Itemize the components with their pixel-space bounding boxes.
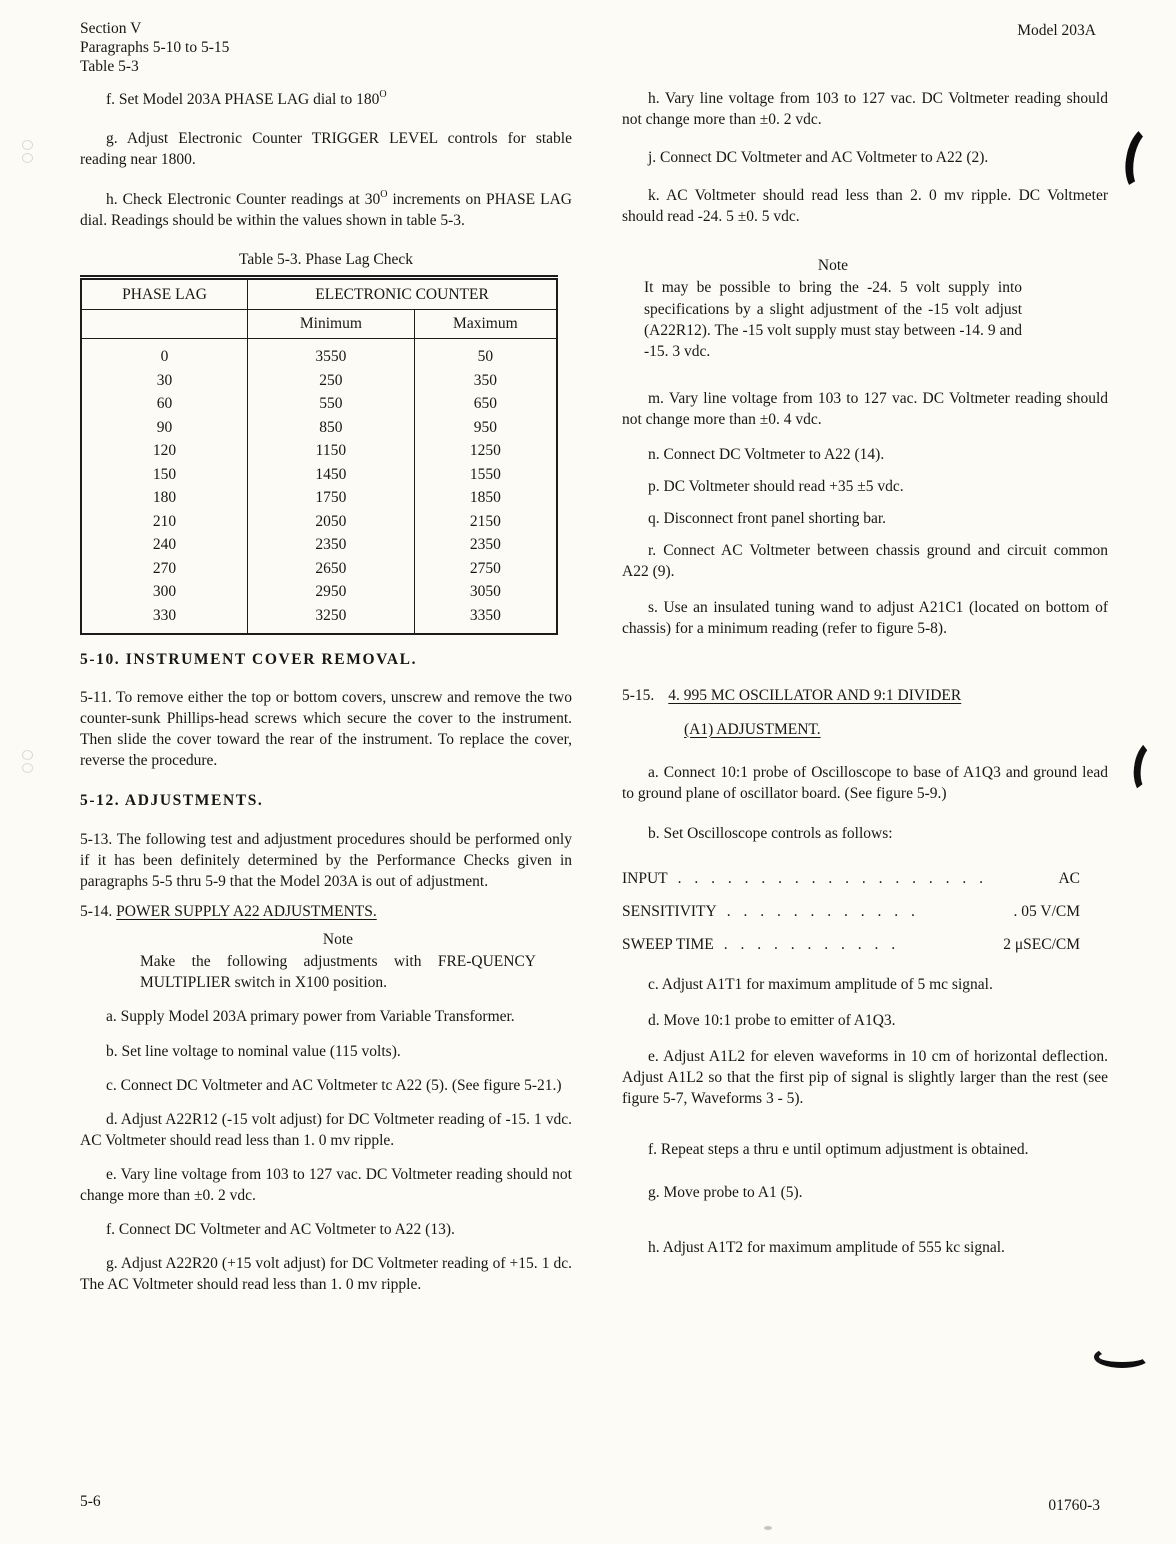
cell-phase: 30	[81, 369, 248, 393]
dot-leader: . . . . . . . . . . . .	[726, 902, 915, 920]
page-header-left	[80, 20, 229, 77]
cell-max: 3350	[469, 606, 501, 624]
cell-phase: 90	[81, 416, 248, 440]
cell-max: 2150	[469, 512, 501, 530]
cell-phase: 120	[81, 439, 248, 463]
table-row	[81, 439, 557, 463]
step-h3: h. Adjust A1T2 for maximum amplitude of 555 kc signal.	[648, 1238, 1005, 1256]
step-b: b. Set line voltage to nominal value (115 volts).	[106, 1042, 401, 1060]
cell-phase: 180	[81, 486, 248, 510]
step-c2: c. Adjust A1T1 for maximum amplitude of 5 mc signal.	[648, 976, 993, 994]
setting-label: SWEEP TIME	[622, 936, 714, 954]
scan-artifact-right-top	[1120, 123, 1169, 197]
step-m: m. Vary line voltage from 103 to 127 vac. DC Voltmeter reading should not change more than ±0. 4 vdc.	[622, 389, 1108, 428]
scope-setting-sensitivity	[622, 901, 1080, 922]
cell-phase: 300	[81, 580, 248, 604]
step-f	[80, 88, 572, 110]
cell-phase: 210	[81, 510, 248, 534]
heading-5-12: 5-12. ADJUSTMENTS.	[80, 791, 264, 809]
step-f3: f. Repeat steps a thru e until optimum adjustment is obtained.	[648, 1140, 1029, 1158]
step-j: j. Connect DC Voltmeter and AC Voltmeter to A22 (2).	[648, 149, 989, 167]
table-row	[81, 416, 557, 440]
step-s: s. Use an insulated tuning wand to adjust A21C1 (located on bottom of chassis) for a minimum reading (refer to figure 5-8).	[622, 599, 1108, 638]
scan-artifact-right-bottom	[1094, 1346, 1150, 1368]
setting-label: INPUT	[622, 869, 668, 887]
cell-min: 3250	[248, 604, 415, 635]
cell-min: 1150	[248, 439, 415, 463]
left-column	[80, 86, 572, 1295]
cell-max: 1250	[469, 442, 501, 460]
heading-5-15-title-line2: (A1) ADJUSTMENT.	[684, 720, 821, 738]
dot-leader: . . . . . . . . . . . . . . . . . . .	[677, 869, 984, 887]
step-f-text: f. Set Model 203A PHASE LAG dial to 180	[106, 91, 380, 108]
step-b2: b. Set Oscilloscope controls as follows:	[648, 824, 893, 842]
cell-phase: 60	[81, 392, 248, 416]
table-row	[81, 339, 557, 369]
step-d: d. Adjust A22R12 (-15 volt adjust) for DC Voltmeter reading of -15. 1 vdc. AC Voltmeter should read less than 1. 0 mv ripple.	[80, 1110, 572, 1149]
step-f2: f. Connect DC Voltmeter and AC Voltmeter to A22 (13).	[106, 1221, 455, 1239]
table-row	[81, 557, 557, 581]
note-body: Make the following adjustments with FRE-QUENCY MULTIPLIER switch in X100 position.	[140, 953, 536, 992]
cell-phase: 0	[81, 339, 248, 369]
scan-artifact-right-middle	[1130, 738, 1169, 798]
cell-min: 1450	[248, 463, 415, 487]
step-p: p. DC Voltmeter should read +35 ±5 vdc.	[648, 478, 904, 496]
phase-lag-table	[80, 275, 558, 635]
step-h	[80, 188, 572, 231]
table-row	[81, 369, 557, 393]
step-g3: g. Move probe to A1 (5).	[648, 1183, 803, 1201]
cell-min: 1750	[248, 486, 415, 510]
heading-5-15-title-line1: 4. 995 MC OSCILLATOR AND 9:1 DIVIDER	[668, 687, 962, 705]
step-g: g. Adjust Electronic Counter TRIGGER LEVEL controls for stable reading near 1800.	[80, 130, 572, 169]
note-block-left	[140, 929, 536, 993]
document-number: 01760-3	[1048, 1496, 1100, 1514]
step-q: q. Disconnect front panel shorting bar.	[648, 510, 887, 528]
note-title: Note	[817, 257, 849, 275]
right-column	[622, 86, 1108, 1258]
heading-5-14-title: POWER SUPPLY A22 ADJUSTMENTS.	[116, 903, 377, 921]
heading-5-14-number: 5-14.	[80, 903, 117, 921]
scan-artifact-left-middle	[22, 750, 32, 772]
setting-label: SENSITIVITY	[622, 902, 717, 920]
step-e: e. Vary line voltage from 103 to 127 vac. DC Voltmeter reading should not change more than ±0. 2 vdc.	[80, 1165, 572, 1204]
scan-artifact-left-top	[22, 140, 32, 162]
setting-value: 2 μSEC/CM	[1003, 936, 1080, 954]
step-h-post: increments on PHASE LAG dial. Readings should be within the values shown in table 5-3.	[80, 191, 572, 230]
step-c: c. Connect DC Voltmeter and AC Voltmeter tc A22 (5). (See figure 5-21.)	[106, 1076, 562, 1094]
cell-max: 50	[477, 348, 494, 366]
cell-phase: 150	[81, 463, 248, 487]
degree-superscript: O	[380, 189, 388, 201]
cell-phase: 240	[81, 533, 248, 557]
note-block-right	[644, 255, 1022, 361]
cell-max: 2350	[469, 536, 501, 554]
heading-5-10: 5-10. INSTRUMENT COVER REMOVAL.	[80, 651, 418, 669]
note-title: Note	[322, 931, 354, 949]
col-header-phase-lag: PHASE LAG	[81, 278, 248, 310]
step-h-pre: h. Check Electronic Counter readings at 30	[106, 191, 381, 209]
degree-superscript: O	[379, 89, 387, 100]
cell-min: 2050	[248, 510, 415, 534]
table-ref: Table 5-3	[80, 57, 139, 75]
col-header-electronic-counter: ELECTRONIC COUNTER	[248, 278, 557, 310]
heading-5-15-number: 5-15.	[622, 687, 655, 705]
cell-max: 350	[473, 371, 497, 389]
step-g2: g. Adjust A22R20 (+15 volt adjust) for DC Voltmeter reading of +15. 1 dc. The AC Voltmeter should read less than 1. 0 mv ripple.	[80, 1255, 572, 1294]
cell-phase: 270	[81, 557, 248, 581]
step-n: n. Connect DC Voltmeter to A22 (14).	[648, 445, 885, 463]
cell-phase: 330	[81, 604, 248, 635]
para-5-11: 5-11. To remove either the top or bottom covers, unscrew and remove the two counter-sunk Phillips-head screws which secure the cover to the instrument. Then slide the cover toward the rear of the instrument. To replace the cover, reverse the procedure.	[80, 688, 572, 769]
step-e2: e. Adjust A1L2 for eleven waveforms in 10 cm of horizontal deflection. Adjust A1L2 so that the first pip of signal is slightly larger than the rest (see figure 5-7, Waveforms 3 - 5).	[622, 1048, 1108, 1108]
setting-value: AC	[1058, 869, 1080, 887]
heading-5-14	[80, 901, 572, 922]
section-label: Section V	[80, 20, 142, 37]
table-row	[81, 510, 557, 534]
cell-min: 2950	[248, 580, 415, 604]
paragraphs-ref: Paragraphs 5-10 to 5-15	[80, 38, 230, 56]
cell-min: 3550	[248, 339, 415, 369]
col-header-minimum: Minimum	[248, 309, 415, 339]
page-number: 5-6	[80, 1492, 101, 1510]
scan-artifact-bottom	[764, 1526, 772, 1530]
cell-max: 650	[473, 395, 497, 413]
cell-max: 3050	[469, 583, 501, 601]
table-row	[81, 463, 557, 487]
cell-min: 250	[248, 369, 415, 393]
cell-max: 950	[473, 418, 497, 436]
note-body: It may be possible to bring the -24. 5 volt supply into specifications by a slight adjustment of the -15 volt adjust (A22R12). The -15 volt supply must stay between -14. 9 and -15. 3 vdc.	[644, 279, 1022, 360]
table-row	[81, 486, 557, 510]
scope-setting-input	[622, 868, 1080, 889]
empty-header-cell	[81, 309, 248, 339]
cell-min: 2650	[248, 557, 415, 581]
para-5-13: 5-13. The following test and adjustment procedures should be performed only if it has been definitely determined by the Performance Checks given in paragraphs 5-5 thru 5-9 that the Model 203A is out of adjustment.	[80, 830, 572, 891]
cell-max: 1550	[469, 465, 501, 483]
table-row	[81, 580, 557, 604]
step-a: a. Supply Model 203A primary power from Variable Transformer.	[106, 1008, 515, 1026]
step-k: k. AC Voltmeter should read less than 2. 0 mv ripple. DC Voltmeter should read -24. 5 ±0. 5 vdc.	[622, 187, 1108, 226]
table-row	[81, 392, 557, 416]
table-row	[81, 533, 557, 557]
table-caption: Table 5-3. Phase Lag Check	[238, 251, 414, 269]
cell-max: 2750	[469, 559, 501, 577]
cell-min: 2350	[248, 533, 415, 557]
heading-5-15	[622, 685, 1108, 739]
cell-max: 1850	[469, 489, 501, 507]
step-r: r. Connect AC Voltmeter between chassis ground and circuit common A22 (9).	[622, 542, 1108, 581]
model-label: Model 203A	[1017, 22, 1096, 39]
step-a2: a. Connect 10:1 probe of Oscilloscope to base of A1Q3 and ground lead to ground plane of oscillator board. (See figure 5-9.)	[622, 763, 1108, 802]
step-d2: d. Move 10:1 probe to emitter of A1Q3.	[648, 1012, 896, 1030]
table-row	[81, 604, 557, 635]
setting-value: . 05 V/CM	[1013, 902, 1080, 920]
cell-min: 550	[248, 392, 415, 416]
col-header-maximum: Maximum	[414, 309, 557, 339]
dot-leader: . . . . . . . . . . .	[723, 936, 896, 954]
step-h-right: h. Vary line voltage from 103 to 127 vac. DC Voltmeter reading should not change more than ±0. 2 vdc.	[622, 90, 1108, 129]
scope-setting-sweep-time	[622, 934, 1080, 955]
cell-min: 850	[248, 416, 415, 440]
